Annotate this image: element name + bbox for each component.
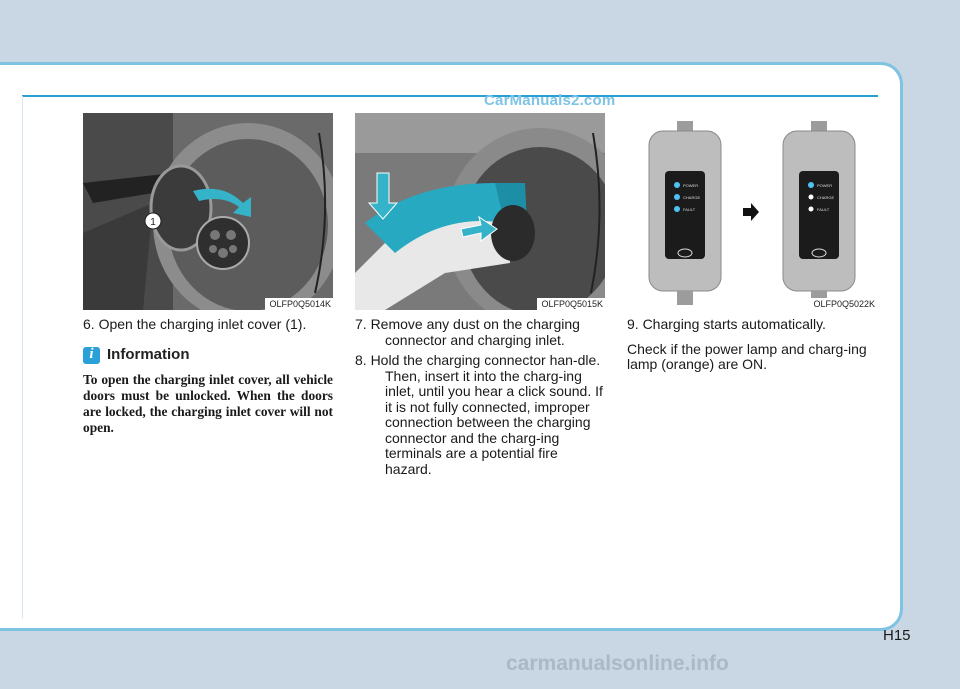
figure-code: OLFP0Q5015K (537, 298, 605, 310)
lamp-check-text: Check if the power lamp and charg-ing lamp (orange) are ON. (627, 340, 867, 372)
step-6: 6. Open the charging inlet cover (1). (83, 316, 307, 332)
information-header (83, 347, 333, 364)
figure-open-inlet-cover (83, 113, 333, 310)
connector-illustration (355, 113, 605, 310)
header-watermark[interactable]: CarManuals2.com (484, 92, 616, 109)
step-8: 8. Hold the charging connector han-dle. Then, insert it into the charg-ing inlet, until you hear a click sound. If it is not fully connected, improper connection between the charging connector and the charg-ing terminals are a potential fire hazard. (355, 352, 603, 477)
step-9: 9. Charging starts automatically. (627, 316, 826, 332)
header-rule (22, 95, 878, 97)
inlet-cover-illustration (83, 113, 333, 310)
fault-lamp (809, 207, 814, 212)
fault-lamp-on (674, 206, 680, 212)
information-body: To open the charging inlet cover, all vehicle doors must be unlocked. When the doors are locked, the charging inlet cover will not open. (83, 371, 333, 435)
margin-rule (22, 96, 23, 618)
charger-lamps-illustration (627, 113, 877, 310)
page-number: H15 (883, 627, 911, 644)
svg-text:CHARGE: CHARGE (683, 195, 701, 200)
right-column (627, 317, 879, 373)
middle-column (355, 317, 605, 477)
figure-insert-connector (355, 113, 605, 310)
svg-text:POWER: POWER (817, 183, 833, 188)
svg-text:POWER: POWER (683, 183, 699, 188)
information-title: Information (107, 346, 190, 364)
information-icon: i (83, 347, 100, 364)
left-column (83, 317, 333, 436)
figure-code: OLFP0Q5022K (809, 298, 877, 310)
svg-text:1: 1 (150, 217, 156, 228)
power-lamp-on (808, 182, 814, 188)
svg-text:CHARGE: CHARGE (817, 195, 835, 200)
charge-lamp (809, 195, 814, 200)
figure-charger-lamps (627, 113, 877, 310)
step-7: 7. Remove any dust on the charging connector and charging inlet. (355, 316, 580, 348)
footer-watermark[interactable]: carmanualsonline.info (506, 652, 729, 675)
svg-text:FAULT: FAULT (683, 207, 696, 212)
figure-code: OLFP0Q5014K (265, 298, 333, 310)
svg-text:FAULT: FAULT (817, 207, 830, 212)
power-lamp-on (674, 182, 680, 188)
charge-lamp-on (674, 194, 680, 200)
